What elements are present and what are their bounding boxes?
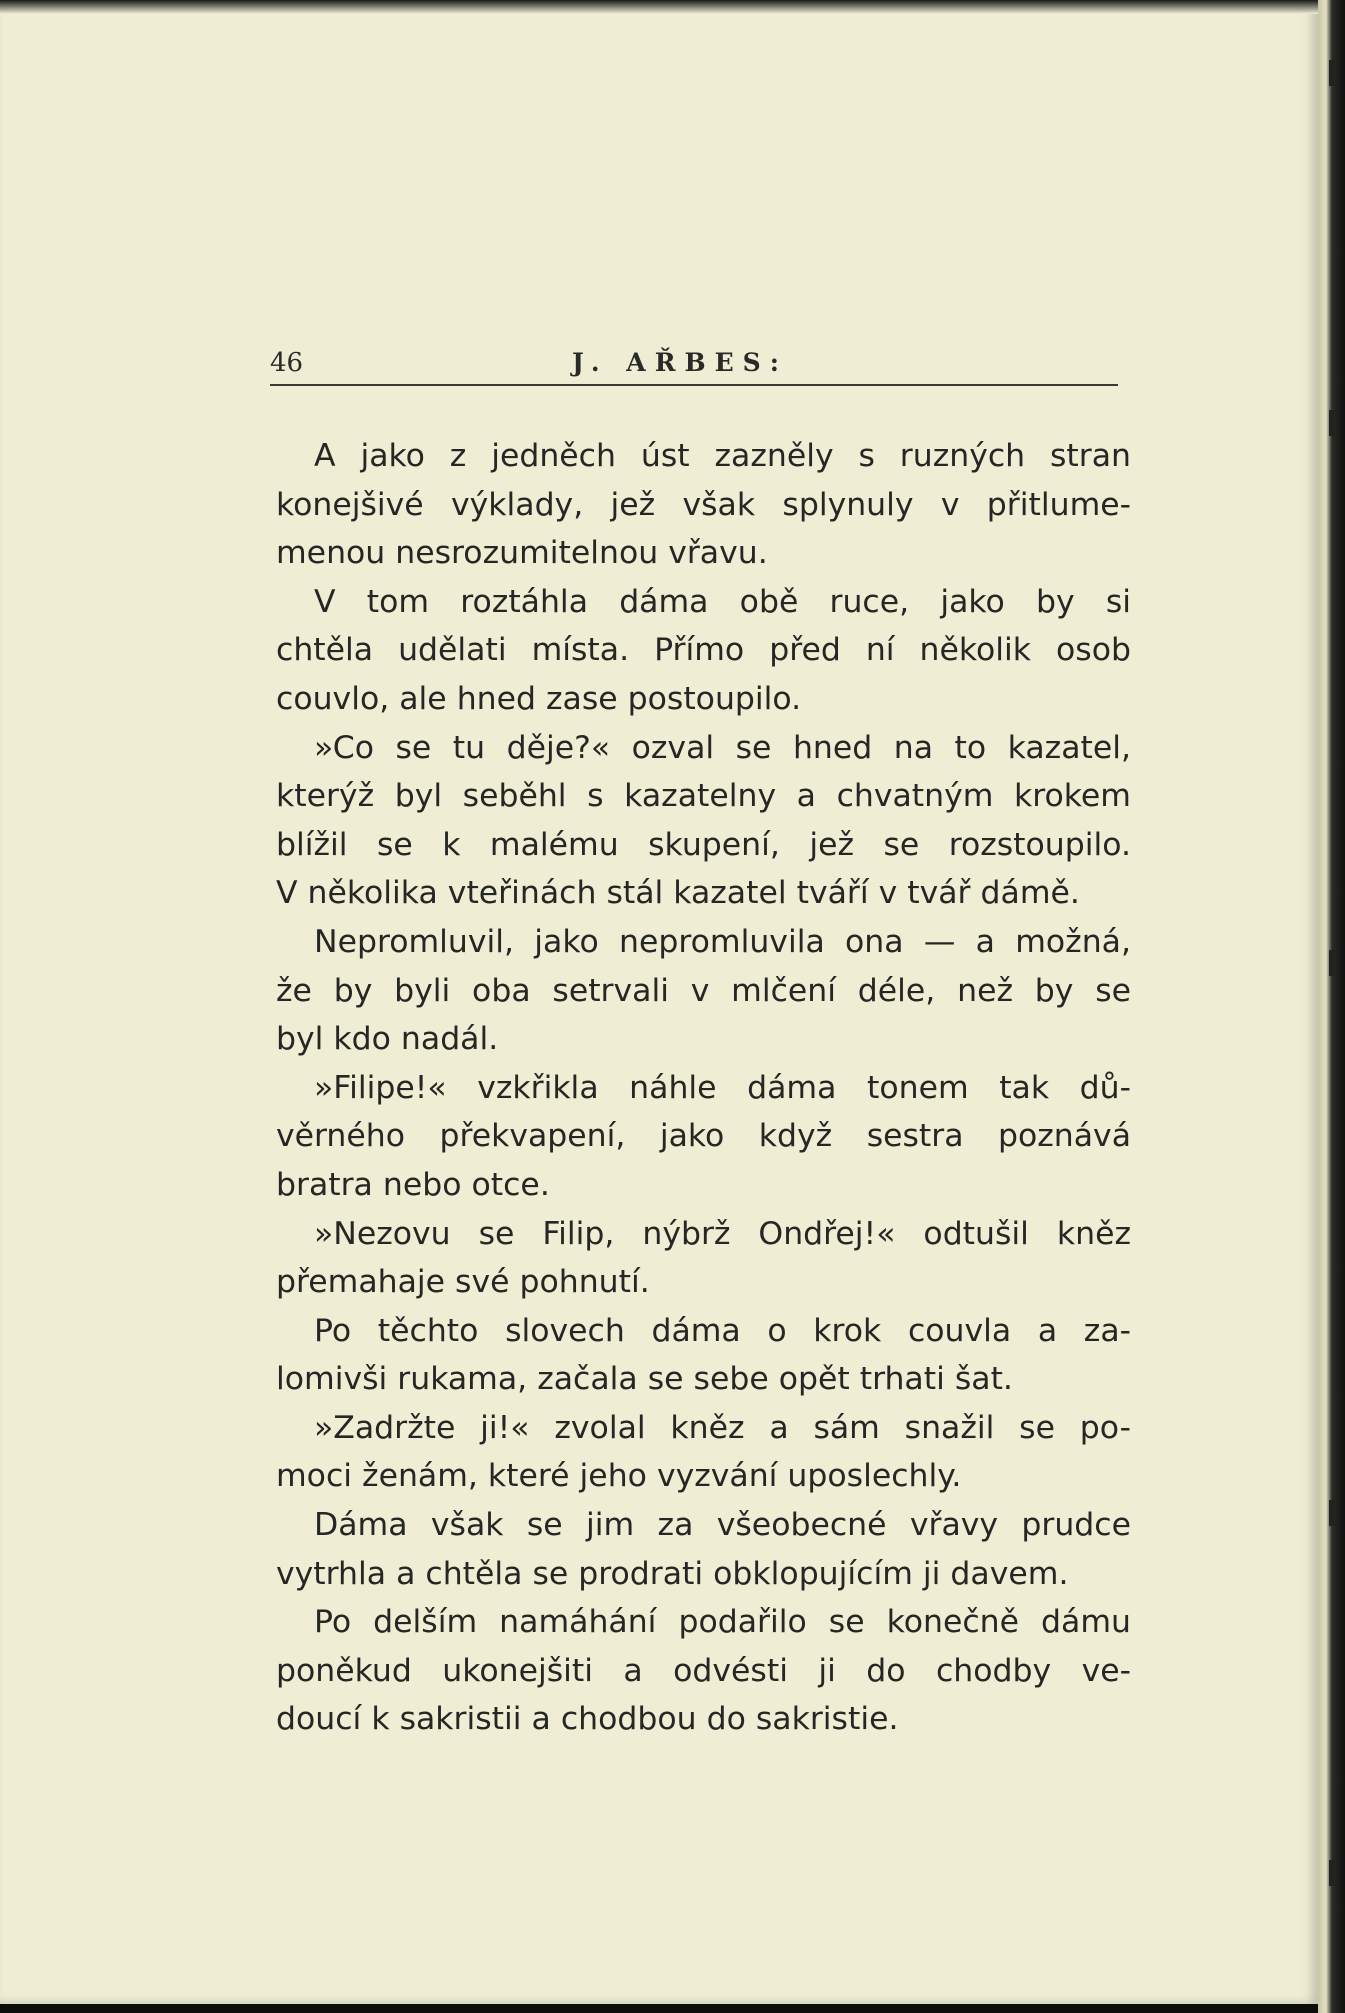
page-number: 46 (270, 348, 304, 378)
paragraph (276, 1501, 1131, 1598)
paragraph (276, 1064, 1131, 1210)
book-gutter-edge (1318, 0, 1345, 2013)
text-line: A jako z jedněch úst zazněly s ruzných stran (314, 438, 1131, 474)
text-line: vytrhla a chtěla se prodrati obklopujícím ji davem. (276, 1555, 1069, 1592)
text-line: že by byli oba setrvali v mlčení déle, než by se (276, 972, 1131, 1009)
edge-mark (1329, 410, 1335, 436)
edge-mark (1329, 1860, 1335, 1886)
text-line: věrného překvapení, jako když sestra poznává (276, 1118, 1131, 1155)
paragraph (276, 1598, 1131, 1744)
text-line: Nepromluvil, jako nepromluvila ona — a možná, (314, 923, 1131, 960)
paragraph (276, 918, 1131, 1064)
text-line: přemahaje své pohnutí. (276, 1264, 650, 1301)
text-line: kterýž byl seběhl s kazatelny a chvatným krokem (276, 778, 1131, 815)
text-line: byl kdo nadál. (276, 1021, 499, 1058)
text-line: konejšivé výklady, jež však splynuly v přitlume- (276, 486, 1131, 523)
text-line: couvlo, ale hned zase postoupilo. (276, 680, 802, 717)
text-line: »Zadržte ji!« zvolal kněz a sám snažil se po- (314, 1409, 1131, 1446)
text-line: blížil se k malému skupení, jež se rozstoupilo. (276, 826, 1131, 863)
header-rule (270, 384, 1118, 386)
text-line: moci ženám, které jeho vyzvání uposlechly. (276, 1458, 962, 1495)
text-line: menou nesrozumitelnou vřavu. (276, 535, 768, 572)
text-line: Dáma však se jim za všeobecné vřavy prudce (314, 1507, 1131, 1544)
edge-mark (1329, 1500, 1335, 1526)
text-line: chtěla udělati místa. Přímo před ní několik osob (276, 632, 1131, 669)
page-top-edge (0, 0, 1318, 14)
body-text (276, 432, 1131, 1744)
page-header (270, 348, 1140, 388)
paragraph (276, 724, 1131, 918)
text-line: poněkud ukonejšiti a odvésti ji do chodby ve- (276, 1652, 1131, 1689)
text-line: V tom roztáhla dáma obě ruce, jako by si (314, 583, 1131, 620)
paragraph (276, 1307, 1131, 1404)
text-line: Po těchto slovech dáma o krok couvla a za- (314, 1312, 1131, 1349)
edge-mark (1329, 60, 1335, 86)
text-line: doucí k sakristii a chodbou do sakristie. (276, 1701, 899, 1738)
paragraph (276, 1404, 1131, 1501)
running-head: J. AŘBES: (572, 348, 788, 377)
text-line: bratra nebo otce. (276, 1166, 550, 1203)
text-line: »Co se tu děje?« ozval se hned na to kazatel, (314, 729, 1131, 766)
text-line: lomivši rukama, začala se sebe opět trhati šat. (276, 1361, 1013, 1398)
paragraph (276, 578, 1131, 724)
paragraph (276, 432, 1131, 578)
text-line: V několika vteřinách stál kazatel tváří v tvář dámě. (276, 875, 1080, 912)
edge-mark (1329, 950, 1335, 976)
text-line: »Filipe!« vzkřikla náhle dáma tonem tak dů- (314, 1069, 1131, 1106)
text-line: Po delším namáhání podařilo se konečně dámu (314, 1604, 1131, 1641)
paragraph (276, 1210, 1131, 1307)
text-line: »Nezovu se Filip, nýbrž Ondřej!« odtušil kněz (314, 1215, 1131, 1252)
